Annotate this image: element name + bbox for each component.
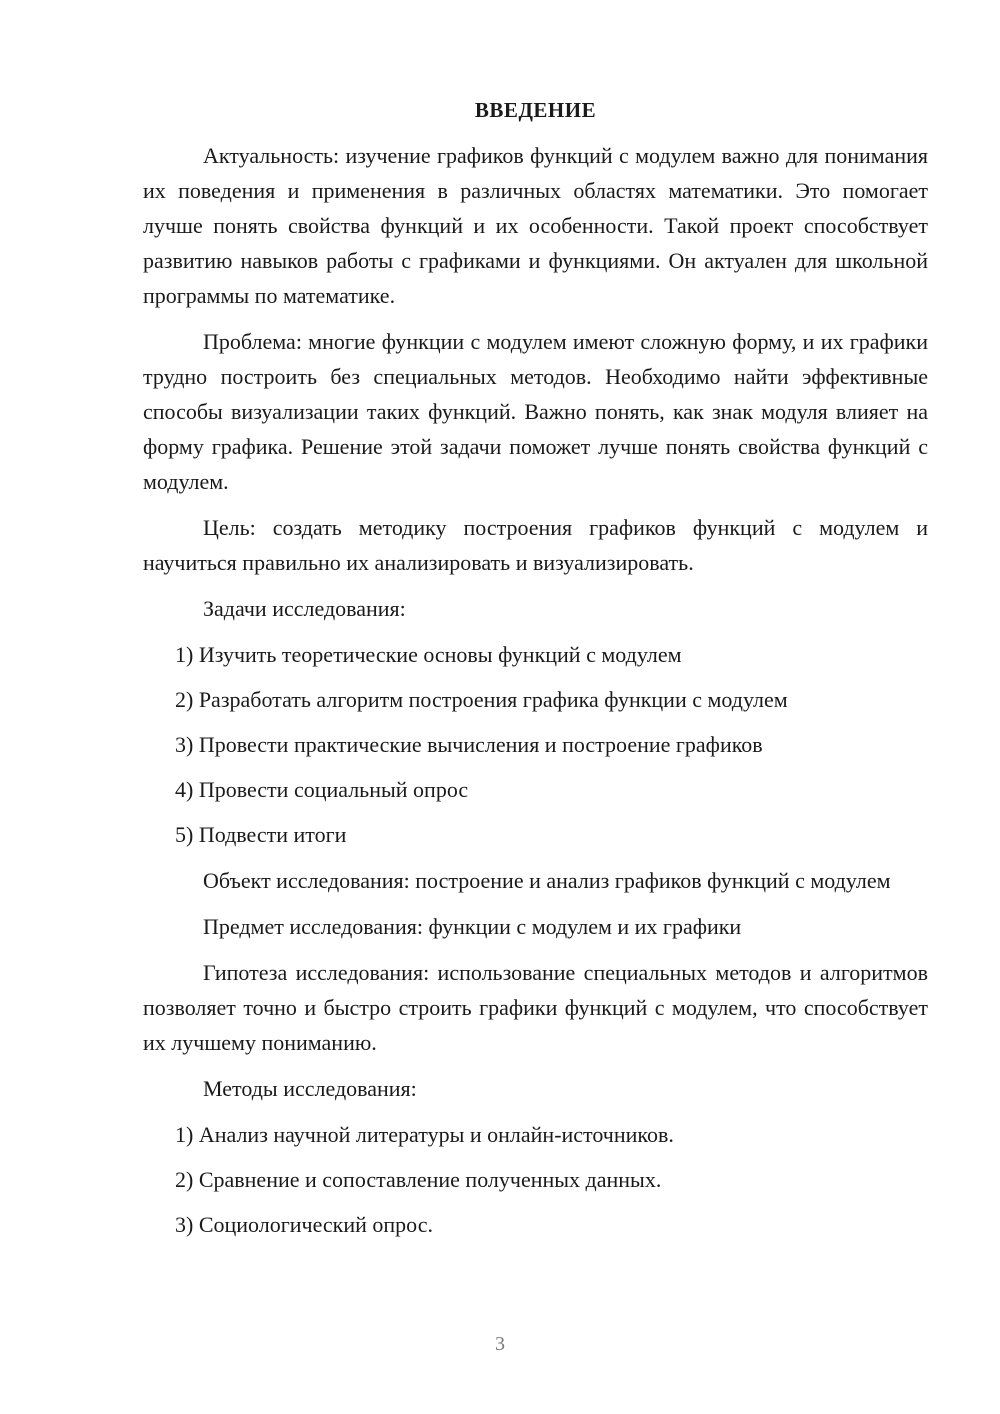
task-item-1: 1) Изучить теоретические основы функций с модулем (175, 642, 682, 667)
subject-paragraph: Предмет исследования: функции с модулем и их графики (203, 914, 742, 939)
methods-list (143, 1117, 928, 1242)
relevance-paragraph: Актуальность: изучение графиков функций с модулем важно для понимания их поведения и применения в различных областях математики. Это помогает лучше понять свойства функций и их особенности. Такой проект способствует развитию навыков работы с графиками и функциями. Он актуален для школьной программы по математике. (143, 143, 928, 308)
goal-paragraph: Цель: создать методику построения графиков функций с модулем и научиться правильно их анализировать и визуализировать. (143, 515, 928, 575)
task-item-4: 4) Провести социальный опрос (175, 777, 469, 802)
problem-paragraph: Проблема: многие функции с модулем имеют сложную форму, и их графики трудно построить без специальных методов. Необходимо найти эффективные способы визуализации таких функций. Важно понять, как знак модуля влияет на форму графика. Решение этой задачи поможет лучше понять свойства функций с модулем. (143, 329, 928, 494)
tasks-list (143, 637, 928, 852)
page-content (143, 93, 928, 1252)
tasks-heading: Задачи исследования: (203, 596, 406, 621)
method-item-3: 3) Социологический опрос. (175, 1212, 433, 1237)
methods-heading: Методы исследования: (203, 1076, 417, 1101)
task-item-5: 5) Подвести итоги (175, 822, 347, 847)
object-paragraph: Объект исследования: построение и анализ графиков функций с модулем (203, 868, 891, 893)
task-item-2: 2) Разработать алгоритм построения графика функции с модулем (175, 687, 788, 712)
hypothesis-paragraph: Гипотеза исследования: использование специальных методов и алгоритмов позволяет точно и быстро строить графики функций с модулем, что способствует их лучшему пониманию. (143, 960, 928, 1055)
section-title: ВВЕДЕНИЕ (474, 98, 597, 122)
page-number: 3 (495, 1333, 505, 1355)
method-item-1: 1) Анализ научной литературы и онлайн-источников. (175, 1122, 674, 1147)
method-item-2: 2) Сравнение и сопоставление полученных данных. (175, 1167, 662, 1192)
task-item-3: 3) Провести практические вычисления и построение графиков (175, 732, 763, 757)
